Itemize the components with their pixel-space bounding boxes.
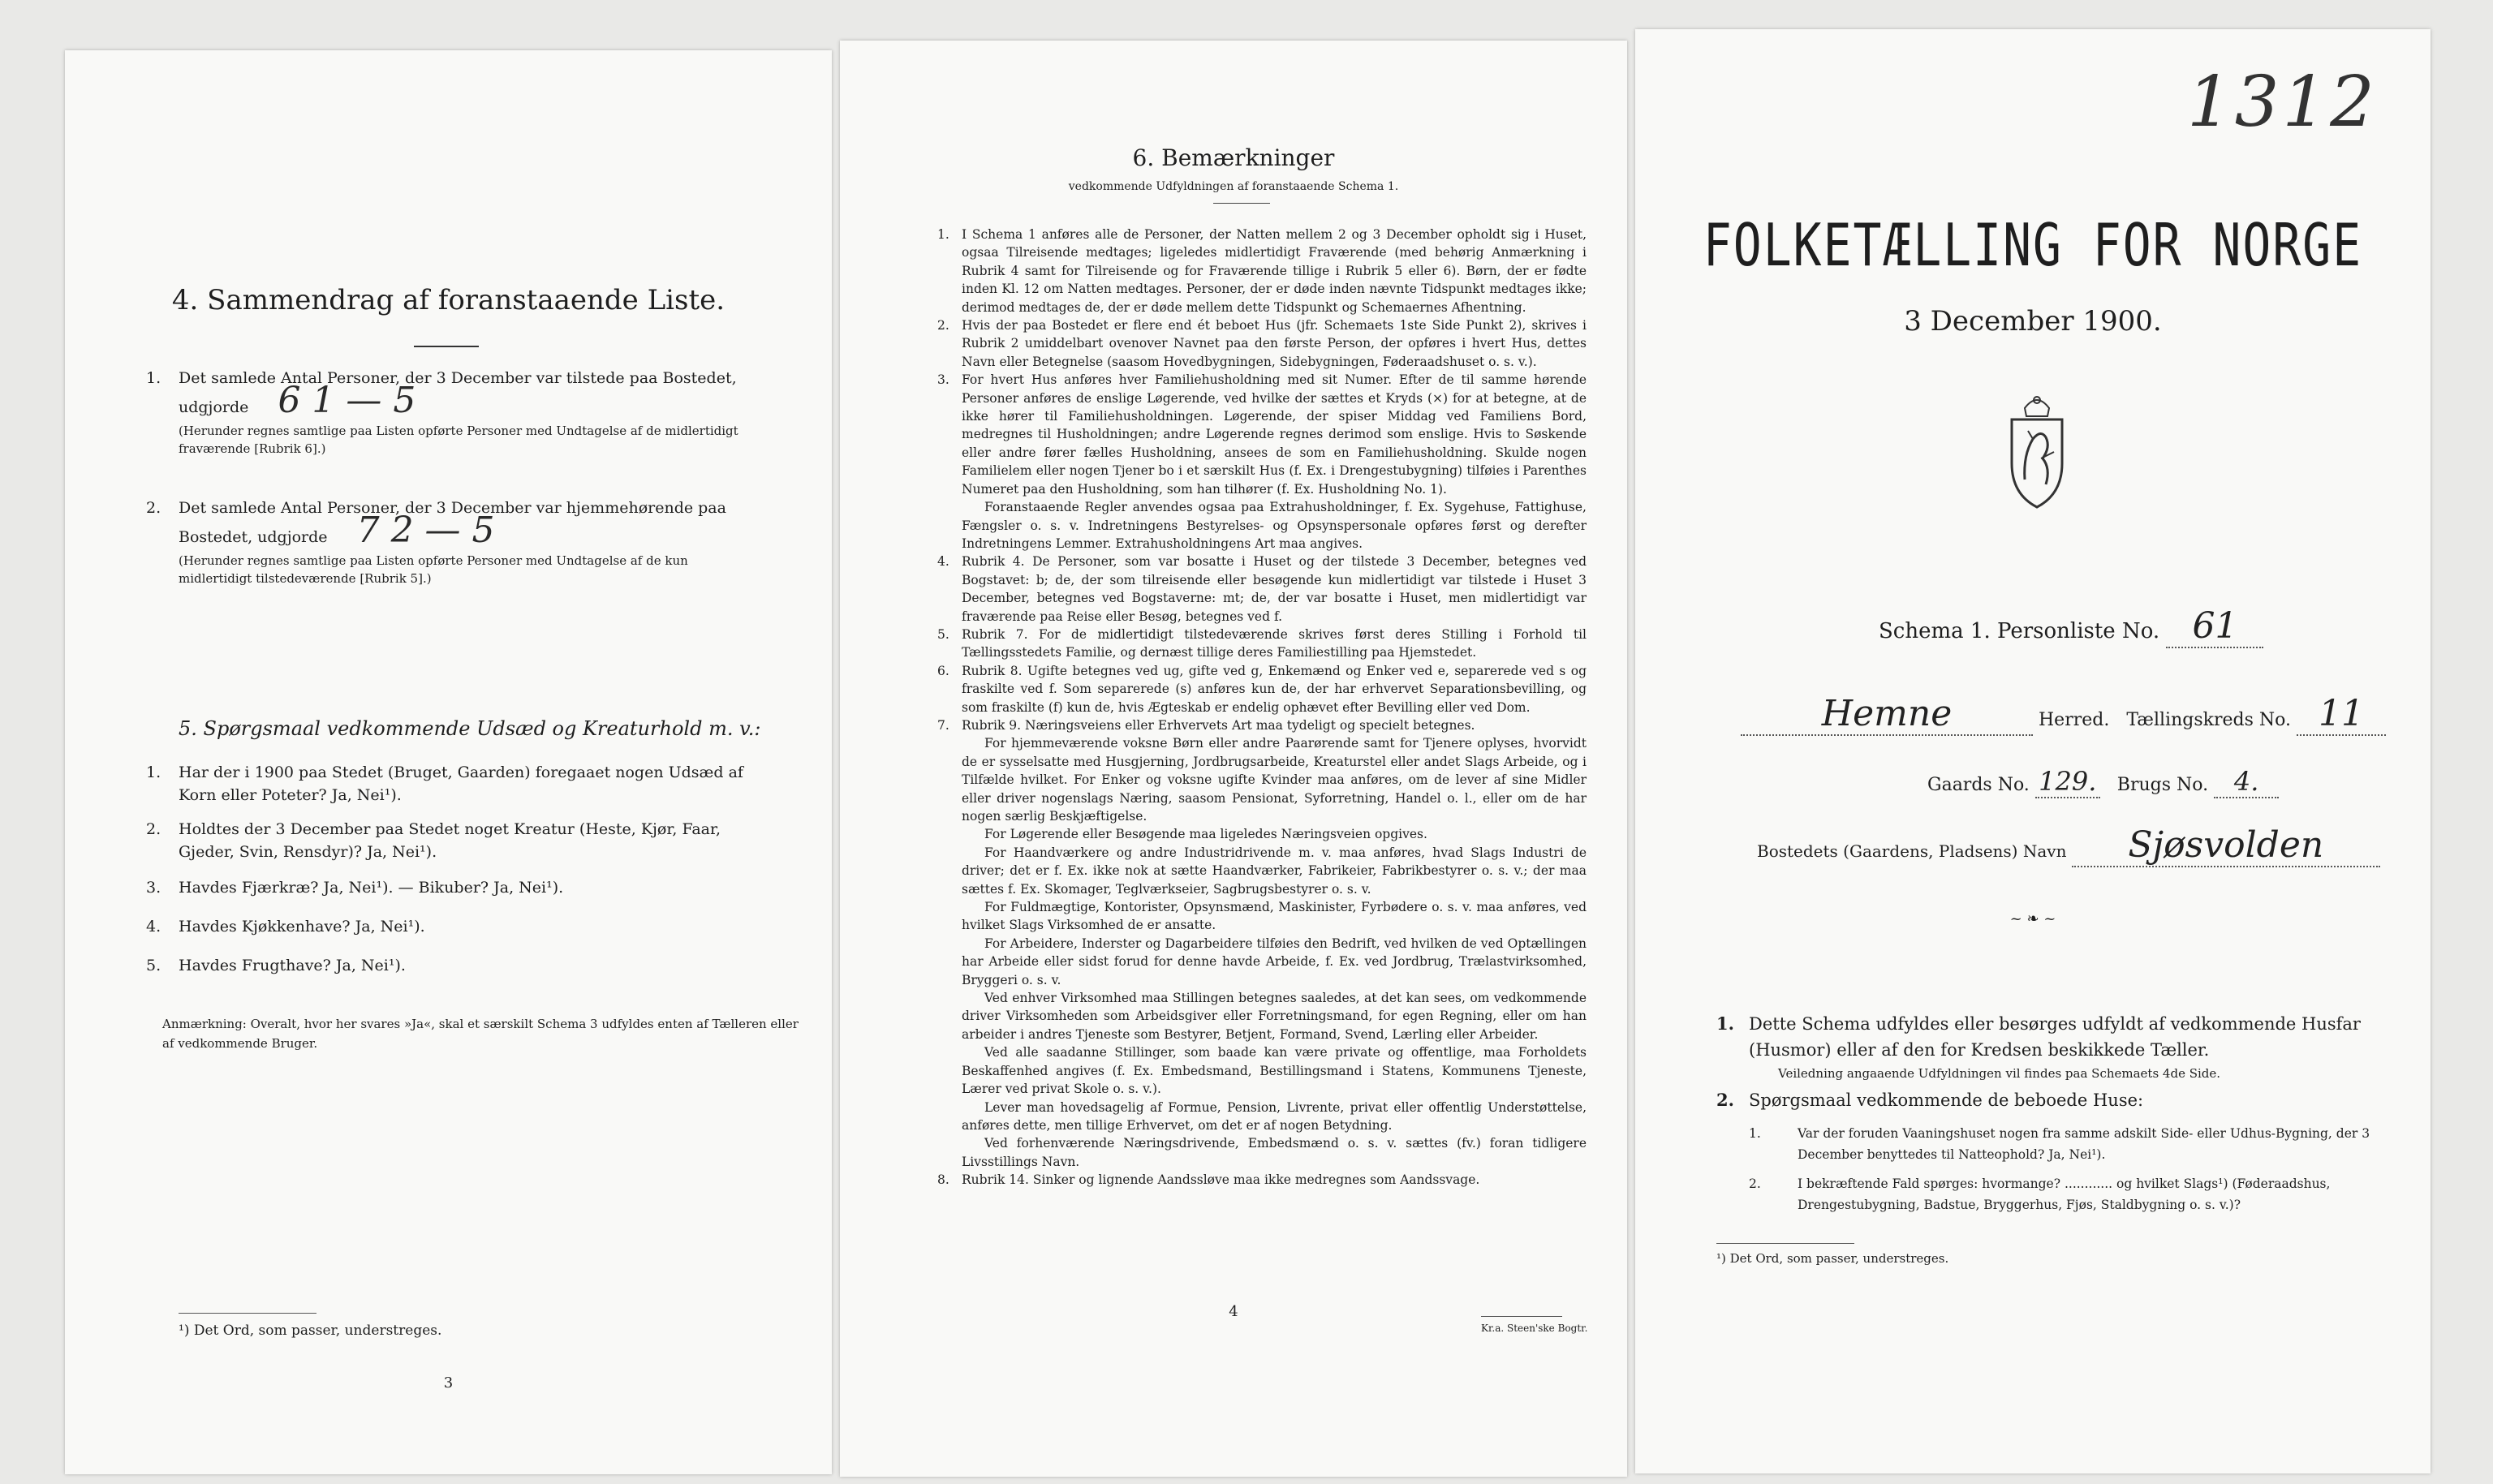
question-5: 5. Havdes Frugthave? Ja, Nei¹). <box>146 957 406 974</box>
bosted-value: Sjøsvolden <box>2128 824 2324 866</box>
remark-item: 8. Rubrik 14. Sinker og lignende Aandssløve maa ikke medregnes som Aandssvage. <box>937 1172 1480 1188</box>
q1-handwritten-value: 6 1 — 5 <box>278 380 416 421</box>
remark-item: 3. For hvert Hus anføres hver Familiehusholdning med sit Numer. Efter de til samme hørende Personer anføres de enslige Løgerende, ved hvilke der sættes et Kryds (×) for at betegne, at de ikke hører til Familiehusholdningen. Løgerende, der spiser Middag ved Familiens Bord, medregnes til Husholdningen; andre Løgerende regnes derimod som enslige. Hvis to Søskende eller andre fører fælles Husholdning, ansees de som en Familiehusholdning. Skulde nogen Familielem eller nogen Tjener bo i et særskilt Hus (f. Ex. i Drengestubygning) tilføies i Parenthes Numeret paa den Husholdning, som han tilhører (f. Ex. Husholdning No. 1). <box>937 372 1587 497</box>
gaard-line <box>1927 766 2279 798</box>
page-left <box>65 50 832 1474</box>
remark-item: 1. I Schema 1 anføres alle de Personer, der Natten mellem 2 og 3 December opholdt sig i Huset, ogsaa Tilreisende medtages; ligeledes midlertidigt Fraværende (med behørig Anmærkning i Rubrik 4 samt for Tilreisende og for Fraværende tillige i Rubrik 5 eller 6). Børn, der er fødte inden Kl. 12 om Natten medtages. Personer, der er døde inden nævnte Tidspunkt medtages ikke; derimod medtages de, der er døde mellem dette Tidspunkt og Schemaernes Afhentning. <box>937 227 1587 315</box>
summary-question-1: 1. Det samlede Antal Personer, der 3 December var tilstede paa Bostedet, udgjorde 6 1 — 5 (Herunder regnes samtlige paa Listen opførte Personer med Undtagelse af de midlertidigt fraværende [Rubrik 6].) <box>179 367 763 458</box>
title-rule <box>414 346 479 347</box>
remark-paragraph: For Haandværkere og andre Industridrivende m. v. maa anføres, hvad Slags Industri de driver; det er f. Ex. ikke nok at sætte Haandværker, Fabrikeier, Fabrikbestyrer o. s. v.; der maa sættes f. Ex. Skomager, Teglværkseier, Sagbrugsbestyrer o. s. v. <box>962 845 1587 897</box>
krets-label: Tællingskreds No. <box>2126 710 2291 730</box>
remark-item: 4. Rubrik 4. De Personer, som var bosatte i Huset og der tilstede 3 December, betegnes ved Bogstavet: b; de, der som tilreisende eller besøgende kun midlertidigt var tilstede i Huset 3 December, betegnes ved Bogstaverne: mt; de, der var bosatte i Huset, men midlertidigt var fraværende paa Reise eller Besøg, betegnes ved f. <box>937 554 1587 624</box>
gaard-value: 129. <box>2039 766 2097 797</box>
house-question-2: 2. I bekræftende Fald spørges: hvormange? ............ og hvilket Slags¹) (Føderaadshus, Drengestubygning, Badstue, Bryggerhus, Fjøs, Staldbygning o. s. v.)? <box>1749 1176 2331 1212</box>
instruction-2: 2. Spørgsmaal vedkommende de beboede Huse: <box>1716 1090 2144 1110</box>
remark-item: 2. Hvis der paa Bostedet er flere end ét beboet Hus (jfr. Schemaets 1ste Side Punkt 2), skrives i Rubrik 2 umiddelbart ovenover Navnet paa den første Person, der opføres i hvert Hus, dettes Navn eller Betegnelse (saasom Hovedbygningen, Sidebygningen, Føderaadshuset o. s. v.). <box>937 318 1587 369</box>
remark-paragraph: Ved enhver Virksomhed maa Stillingen betegnes saaledes, at det kan sees, om vedkommende driver Virksomheden som Arbeidsgiver eller Forretningsmand, for egen Regning, eller om han arbeider i andres Tjeneste som Bestyrer, Betjent, Formand, Svend, Lærling eller Arbeider. <box>962 991 1587 1042</box>
remark-paragraph: Lever man hovedsagelig af Formue, Pension, Livrente, privat eller offentlig Understøttelse, anføres dette, men tillige Erhvervet, om det er af nogen Betydning. <box>962 1099 1587 1133</box>
footnote: ¹) Det Ord, som passer, understreges. <box>179 1323 442 1339</box>
page-number: 4 <box>1229 1303 1238 1320</box>
herred-line <box>1741 693 2390 736</box>
remarks-body <box>937 226 1587 1189</box>
q1-note: (Herunder regnes samtlige paa Listen opførte Personer med Undtagelse af de midlertidigt fraværende [Rubrik 6].) <box>179 424 738 456</box>
krets-value: 11 <box>2318 693 2364 734</box>
gaard-label: Gaards No. <box>1927 775 2030 795</box>
question-1: 1. Har der i 1900 paa Stedet (Bruget, Gaarden) foregaaet nogen Udsæd af Korn eller Poteter? Ja, Nei¹). <box>146 764 743 804</box>
page-middle <box>840 41 1627 1477</box>
summary-question-2: 2. Det samlede Antal Personer, der 3 December var hjemmehørende paa Bostedet, udgjorde 7 2 — 5 (Herunder regnes samtlige paa Listen opførte Personer med Undtagelse af de kun midlertidigt tilstedeværende [Rubrik 5].) <box>179 497 763 587</box>
herred-value: Hemne <box>1821 693 1953 734</box>
question-3: 3. Havdes Fjærkræ? Ja, Nei¹). — Bikuber? Ja, Nei¹). <box>146 879 564 897</box>
question-4: 4. Havdes Kjøkkenhave? Ja, Nei¹). <box>146 918 425 936</box>
page-number: 3 <box>443 1374 454 1392</box>
q1-text: Det samlede Antal Personer, der 3 December var tilstede paa Bostedet, udgjorde <box>179 369 737 416</box>
bosted-label: Bostedets (Gaardens, Pladsens) Navn <box>1757 841 2067 861</box>
section-5-title: 5. Spørgsmaal vedkommende Udsæd og Kreaturhold m. v.: <box>179 717 761 740</box>
brugs-value: 4. <box>2233 766 2259 797</box>
person-list-number: 61 <box>2192 605 2238 647</box>
schema-line <box>1879 605 2263 648</box>
printer-imprint: Kr.a. Steen'ske Bogtr. <box>1481 1323 1588 1334</box>
remark-item: 6. Rubrik 8. Ugifte betegnes ved ug, gifte ved g, Enkemænd og Enker ved e, separerede ved s og fraskilte ved f. Som separerede (s) anføres kun de, der har erhvervet Separationsbevilling, og som fraskilte (f) kun de, hvis Ægteskab er endelig ophævet efter Bevilling eller ved Dom. <box>937 663 1587 715</box>
brugs-label: Brugs No. <box>2116 775 2209 795</box>
question-2: 2. Holdtes der 3 December paa Stedet noget Kreatur (Heste, Kjør, Faar, Gjeder, Svin, Rensdyr)? Ja, Nei¹). <box>146 820 721 861</box>
q2-handwritten-value: 7 2 — 5 <box>356 510 495 551</box>
herred-label: Herred. <box>2039 710 2110 730</box>
footnote-rule <box>179 1313 316 1314</box>
printer-rule <box>1481 1316 1562 1317</box>
remarks-subtitle: vedkommende Udfyldningen af foranstaaende Schema 1. <box>1068 180 1399 193</box>
page-right <box>1635 29 2431 1473</box>
remark-paragraph: Ved alle saadanne Stillinger, som baade kan være private og offentlige, maa Forholdets Beskaffenhed angives (f. Ex. Embedsmand, Bestillingsmand i Statens, Kommunens Tjeneste, Lærer ved privat Skole o. s. v.). <box>962 1045 1587 1097</box>
remark-paragraph: For Løgerende eller Besøgende maa ligeledes Næringsveien opgives. <box>984 827 1427 842</box>
schema-label: Schema 1. Personliste No. <box>1879 619 2160 643</box>
instruction-1: 1. Dette Schema udfyldes eller besørges udfyldt af vedkommende Husfar (Husmor) eller af den for Kredsen beskikkede Tæller. <box>1716 1013 2361 1060</box>
census-date: 3 December 1900. <box>1904 305 2162 338</box>
remark-paragraph: For Arbeidere, Inderster og Dagarbeidere tilføies den Bedrift, ved hvilken de ved Optællingen har Arbeide eller sidst forud for denne havde Arbeide, f. Ex. ved Jordbrug, Trælastvirksomhed, Bryggeri o. s. v. <box>962 936 1587 987</box>
ornament: ~ ❧ ~ <box>2009 910 2056 927</box>
summary-title: 4. Sammendrag af foranstaaende Liste. <box>171 284 726 316</box>
remark-paragraph: For hjemmeværende voksne Børn eller andre Paarørende samt for Tjenere oplyses, hvorvidt de er sysselsatte med Husgjerning, Jordbrugsarbeide, Kreaturstel eller andet Slags Arbeide, og i Tilfælde hvilket. For Enker og voksne ugifte Kvinder maa anføres, om de lever af sine Midler eller driver nogenslags Næring, saasom Pensionat, Syforretning, Handel o. l., eller om de har nogen særlig Beskjæftigelse. <box>962 736 1587 824</box>
census-title: FOLKETÆLLING FOR NORGE <box>1703 210 2363 280</box>
footnote-rule <box>1716 1243 1854 1244</box>
footnote: ¹) Det Ord, som passer, understreges. <box>1716 1251 1949 1266</box>
instruction-guide: Veiledning angaaende Udfyldningen vil findes paa Schemaets 4de Side. <box>1778 1066 2221 1081</box>
remark-paragraph: Foranstaaende Regler anvendes ogsaa paa Extrahusholdninger, f. Ex. Sygehuse, Fattighuse, Fængsler o. s. v. Indretningens Bestyrelses- og Opsynspersonale opføres først og derefter Indretningens Lemmer. Extrahusholdningens Art maa angives. <box>962 500 1587 551</box>
bosted-line <box>1757 824 2380 867</box>
remark-paragraph: Ved forhenværende Næringsdrivende, Embedsmænd o. s. v. sættes (fv.) foran tidligere Livsstillings Navn. <box>962 1136 1587 1169</box>
q2-note: (Herunder regnes samtlige paa Listen opførte Personer med Undtagelse af de kun midlertidigt tilstedeværende [Rubrik 5].) <box>179 553 688 586</box>
remark: Anmærkning: Overalt, hvor her svares »Ja«, skal et særskilt Schema 3 udfyldes enten af Tælleren eller af vedkommende Bruger. <box>162 1017 799 1051</box>
instructions <box>1716 1011 2398 1215</box>
handwritten-stamp-number: 1312 <box>2187 62 2378 143</box>
house-question-1: 1. Var der foruden Vaaningshuset nogen fra samme adskilt Side- eller Udhus-Bygning, der 3 December benyttedes til Natteophold? Ja, Nei¹). <box>1749 1126 2370 1162</box>
coat-of-arms-icon <box>2000 390 2073 512</box>
remark-paragraph: For Fuldmægtige, Kontorister, Opsynsmænd, Maskinister, Fyrbødere o. s. v. maa anføres, ved hvilket Slags Virksomhed de er ansatte. <box>962 900 1587 933</box>
title-rule <box>1213 203 1270 204</box>
remark-item: 7. Rubrik 9. Næringsveiens eller Erhvervets Art maa tydeligt og specielt betegnes. <box>937 717 1475 733</box>
remark-item: 5. Rubrik 7. For de midlertidigt tilstedeværende skrives først deres Stilling i Forhold til Tællingsstedets Familie, og dernæst tillige deres Familiestilling paa Hjemstedet. <box>937 626 1587 660</box>
remarks-title: 6. Bemærkninger <box>1132 144 1335 171</box>
q2-text: Det samlede Antal Personer, der 3 December var hjemmehørende paa Bostedet, udgjorde <box>179 499 726 546</box>
